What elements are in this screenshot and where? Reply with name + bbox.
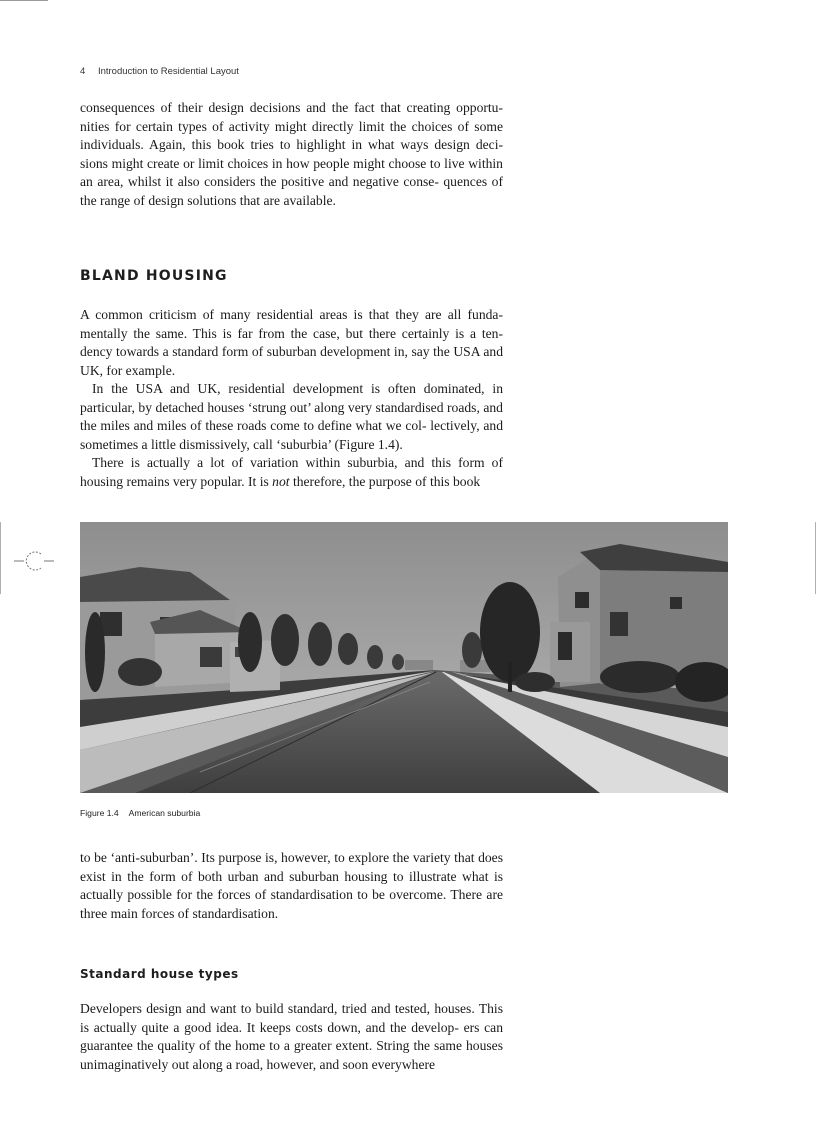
emphasis: not bbox=[272, 473, 290, 489]
text-line: housing remains very popular. It is bbox=[80, 473, 273, 489]
text-line: This is actually quite a good idea. It keeps costs down, and the develop- bbox=[80, 1001, 503, 1035]
text-line: Developers design and want to build standard, tried and tested, houses. bbox=[80, 1001, 475, 1016]
trim-edge-left bbox=[0, 522, 1, 594]
text-line: sions might create or limit choices in how people might choose to live bbox=[80, 155, 465, 171]
text-line: nities for certain types of activity might directly limit the choices of some bbox=[80, 118, 503, 134]
text-line: quences of the range of design solutions that are available. bbox=[80, 174, 503, 208]
text-line: what is actually possible for the forces of standardisation to be overcome. bbox=[80, 868, 504, 902]
registration-mark bbox=[14, 548, 54, 574]
figure-photo-suburbia bbox=[80, 522, 728, 793]
text-line: within an area, whilst it also considers the positive and negative conse- bbox=[80, 155, 503, 189]
text-line: does exist in the form of both urban and suburban housing to illustrate bbox=[80, 850, 503, 884]
paragraph-block-bland-housing bbox=[80, 306, 503, 491]
text-line: There are three main forces of standardisation. bbox=[80, 887, 503, 921]
paragraph-block-standard-house-types bbox=[80, 1000, 503, 1074]
text-line: consequences of their design decisions and the fact that creating opportu- bbox=[80, 100, 503, 115]
paragraph bbox=[80, 380, 503, 454]
text-line: In the USA and UK, residential development is often dominated, in bbox=[92, 381, 503, 396]
text-line: There is actually a lot of variation within suburbia, and this form of bbox=[92, 455, 503, 470]
figure-caption bbox=[80, 808, 200, 818]
text-line: to be ‘anti-suburban’. Its purpose is, however, to explore the variety that bbox=[80, 850, 475, 865]
subsection-heading: Standard house types bbox=[80, 967, 239, 981]
running-head-title: Introduction to Residential Layout bbox=[97, 66, 239, 77]
text-line: therefore, the purpose of this book bbox=[289, 473, 481, 489]
text-line: roads, and the miles and miles of these roads come to define what we col- bbox=[80, 399, 503, 433]
paragraph bbox=[80, 306, 503, 380]
text-line: USA and UK, for example. bbox=[80, 344, 503, 378]
paragraph-block-intro bbox=[80, 99, 503, 210]
paragraph bbox=[80, 99, 503, 210]
running-head bbox=[80, 66, 239, 77]
text-line: A common criticism of many residential areas is that they are all funda- bbox=[80, 307, 503, 322]
paragraph bbox=[80, 1000, 503, 1074]
text-line: mentally the same. This is far from the case, but there certainly is a ten- bbox=[80, 325, 503, 341]
text-line: lectively, and sometimes a little dismissively, call ‘suburbia’ (Figure 1.4). bbox=[80, 418, 503, 452]
paragraph bbox=[80, 849, 503, 923]
text-line: dency towards a standard form of suburban development in, say the bbox=[80, 344, 450, 359]
paragraph bbox=[80, 454, 503, 491]
text-line: particular, by detached houses ‘strung out’ along very standardised bbox=[80, 399, 444, 415]
section-heading: BLAND HOUSING bbox=[80, 268, 228, 284]
text-line: ers can guarantee the quality of the home to a greater extent. String the same bbox=[80, 1019, 503, 1053]
page-number: 4 bbox=[80, 66, 86, 77]
text-line: houses unimaginatively out along a road, however, and soon everywhere bbox=[80, 1038, 503, 1072]
figure-number: Figure 1.4 bbox=[80, 808, 119, 818]
paragraph-block-continued bbox=[80, 849, 503, 923]
crop-mark-top bbox=[0, 0, 48, 1]
figure-caption-text: American suburbia bbox=[128, 808, 201, 818]
suburban-street-photo bbox=[80, 522, 728, 793]
text-line: individuals. Again, this book tries to highlight in what ways design deci- bbox=[80, 137, 503, 152]
